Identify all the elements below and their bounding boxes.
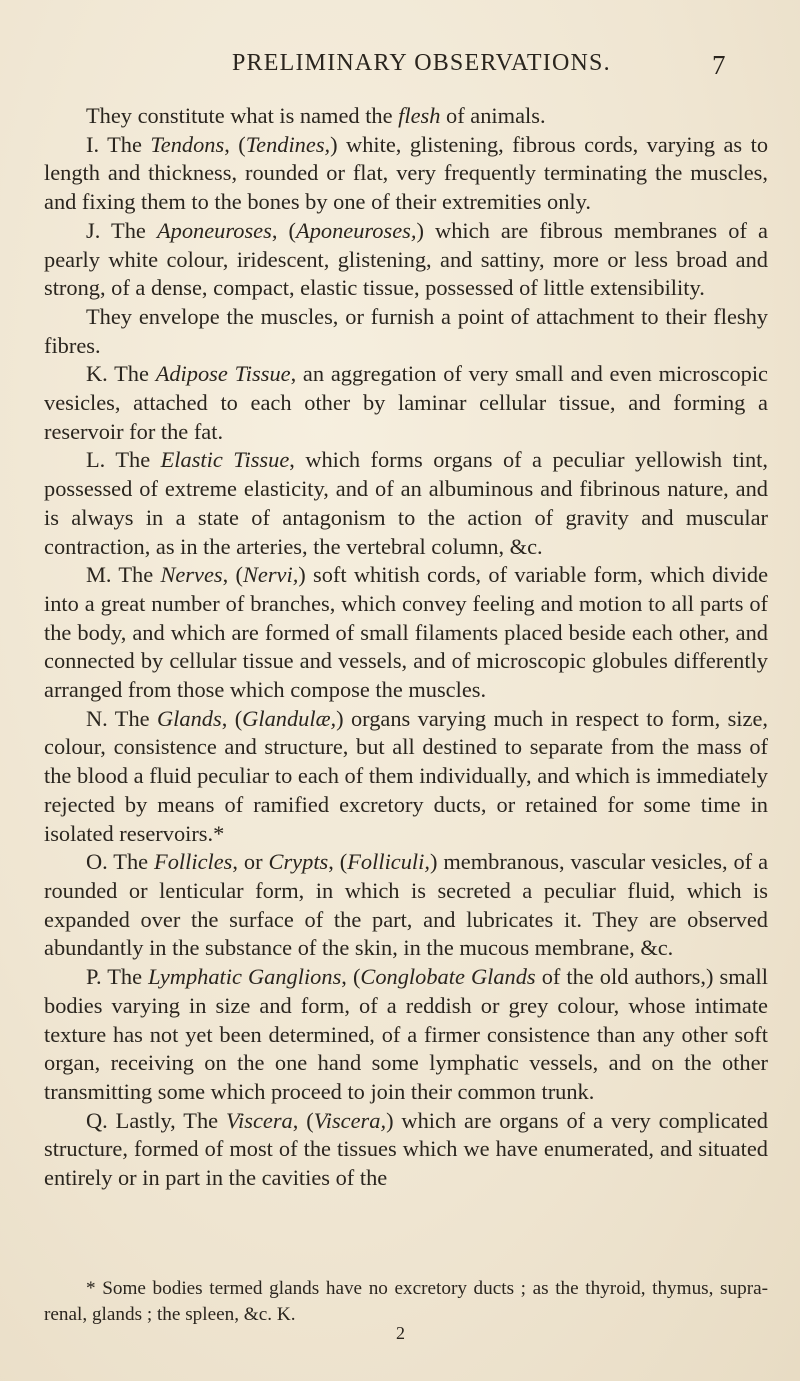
paragraph-aponeuroses: J. The Aponeuroses, (Aponeuroses,) which are fibrous membranes of a pearly white colour, iridescent, glistening, and sattiny, more or less broad and strong, of a dense, compact, elastic tissue, possessed of little extensibility. <box>44 217 768 301</box>
paragraph-glands: N. The Glands, (Glandulæ,) organs varying much in respect to form, size, colour, consistence and structure, but all destined to separate from the mass of the blood a fluid peculiar to each of them individually, and which is immediately rejected by means of ramified excretory ducts, or retained for some time in isolated reservoirs.* <box>44 705 769 846</box>
paragraph-envelope: They envelope the muscles, or furnish a point of attachment to their fleshy fibres. <box>44 303 768 358</box>
paragraph-adipose: K. The Adipose Tissue, an aggregation of very small and even microscopic vesicles, attached to each other by laminar cellular tissue, and forming a reservoir for the fat. <box>44 361 768 444</box>
running-title: PRELIMINARY OBSERVATIONS. <box>232 50 611 76</box>
paragraph-tendons: I. The Tendons, (Tendines,) white, glistening, fibrous cords, varying as to length and thickness, rounded or flat, very frequently terminating the muscles, and fixing them to the bones by one of their extremities only. <box>44 131 769 215</box>
body-text <box>44 102 768 1193</box>
paragraph-flesh: They constitute what is named the flesh of animals. <box>86 103 546 128</box>
paragraph-viscera: Q. Lastly, The Viscera, (Viscera,) which are organs of a very complicated structure, formed of most of the tissues which we have enumerated, and situated entirely or in part in the cavities of the <box>44 1107 769 1191</box>
paragraph-elastic: L. The Elastic Tissue, which forms organs of a peculiar yellowish tint, possessed of extreme elasticity, and of an albuminous and fibrinous nature, and is always in a state of antagonism to the action of gravity and muscular contraction, as in the arteries, the vertebral column, &c. <box>44 447 768 559</box>
paragraph-lymphatic: P. The Lymphatic Ganglions, (Conglobate Glands of the old authors,) small bodies varying in size and form, of a reddish or grey colour, whose intimate texture has not yet been determined, of a firmer consistence than any other soft organ, receiving on the one hand some lymphatic vessels, and on the other transmitting some which proceed to join their common trunk. <box>44 964 768 1104</box>
signature-mark: 2 <box>396 1323 405 1343</box>
footnote-text: * Some bodies termed glands have no excretory ducts ; as the thyroid, thymus, supra-renal, glands ; the spleen, &c. K. <box>44 1278 768 1325</box>
running-head <box>0 50 800 90</box>
page-number: 7 <box>712 50 726 80</box>
footnote <box>44 1276 768 1328</box>
paragraph-follicles: O. The Follicles, or Crypts, (Folliculi,) membranous, vascular vesicles, of a rounded or lenticular form, in which is secreted a peculiar fluid, which is expanded over the surface of the part, and lubricates it. They are observed abundantly in the substance of the skin, in the mucous membrane, &c. <box>44 849 769 961</box>
paragraph-nerves: M. The Nerves, (Nervi,) soft whitish cords, of variable form, which divide into a great number of branches, which convey feeling and motion to all parts of the body, and which are formed of small filaments placed beside each other, and connected by cellular tissue and vessels, and of microscopic globules differently arranged from those which compose the muscles. <box>44 562 769 703</box>
